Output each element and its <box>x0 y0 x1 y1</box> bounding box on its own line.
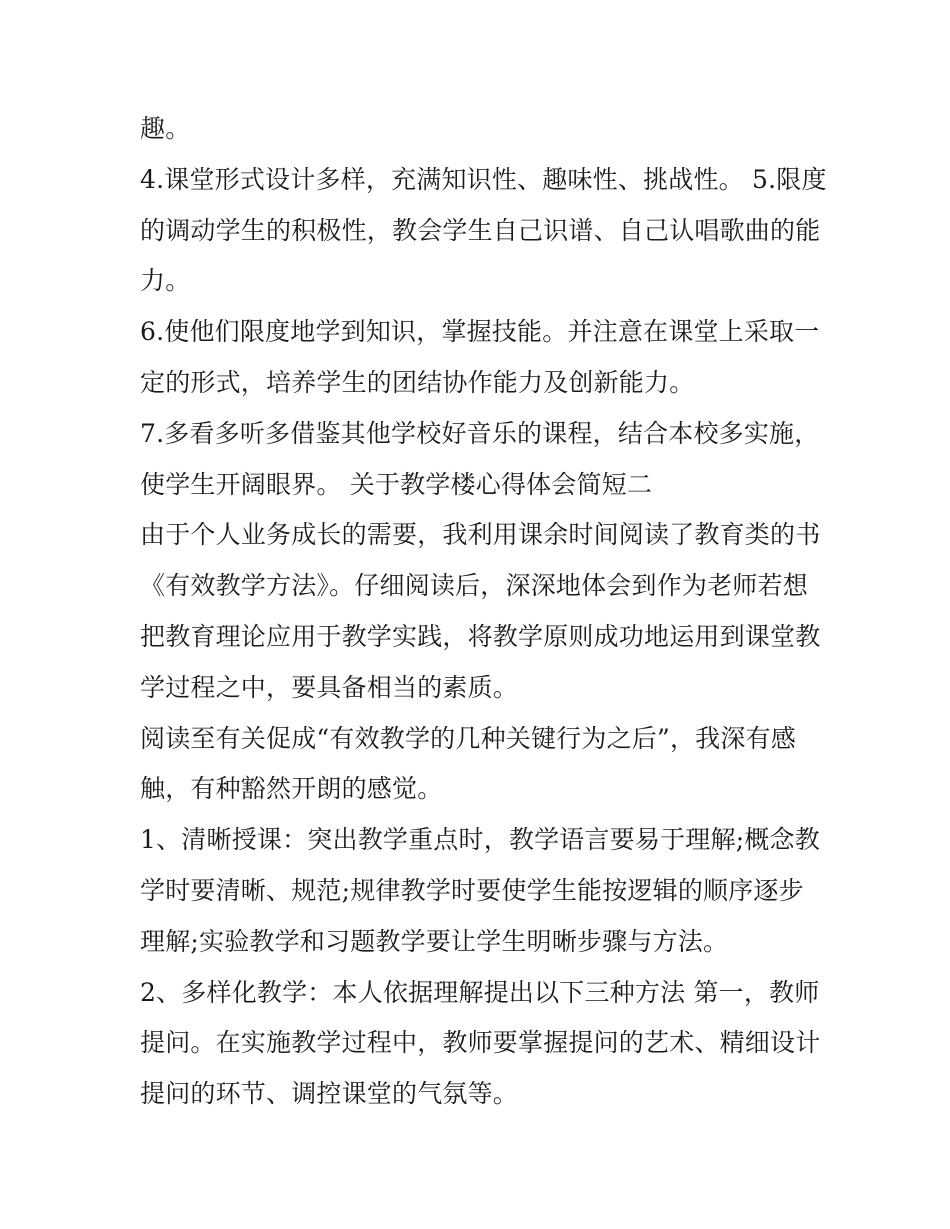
text-line: 定的形式，培养学生的团结协作能力及创新能力。 <box>140 367 695 397</box>
text-line: 由于个人业务成长的需要，我利用课余时间阅读了教育类的书 <box>140 520 821 550</box>
text-line: 学过程之中，要具备相当的素质。 <box>140 672 519 702</box>
text-line: 把教育理论应用于教学实践，将教学原则成功地运用到课堂教 <box>140 621 821 651</box>
text-line: 使学生开阔眼界。 关于教学楼心得体会简短二 <box>140 469 653 499</box>
text-line: 4.课堂形式设计多样，充满知识性、趣味性、挑战性。 5.限度 <box>140 164 827 194</box>
text-line: 触，有种豁然开朗的感觉。 <box>140 774 443 804</box>
text-line: 理解;实验教学和习题教学要让学生明晰步骤与方法。 <box>140 926 729 956</box>
text-line: 6.使他们限度地学到知识，掌握技能。并注意在课堂上采取一 <box>140 317 820 347</box>
document-body <box>140 104 827 1120</box>
text-line: 的调动学生的积极性，教会学生自己识谱、自己认唱歌曲的能 <box>140 215 821 245</box>
text-line: 学时要清晰、规范;规律教学时要使学生能按逻辑的顺序逐步 <box>140 875 804 905</box>
text-line: 提问。在实施教学过程中，教师要掌握提问的艺术、精细设计 <box>140 1028 821 1058</box>
text-line: 力。 <box>140 266 191 296</box>
text-line: 阅读至有关促成“有效教学的几种关键行为之后”，我深有感 <box>140 723 796 753</box>
text-line: 《有效教学方法》。仔细阅读后，深深地体会到作为老师若想 <box>140 571 808 601</box>
text-line: 2、多样化教学：本人依据理解提出以下三种方法 第一，教师 <box>140 977 820 1007</box>
text-line: 趣。 <box>140 114 191 143</box>
text-line: 提问的环节、调控课堂的气氛等。 <box>140 1079 519 1109</box>
text-line: 1、清晰授课：突出教学重点时，教学语言要易于理解;概念教 <box>140 825 820 855</box>
text-line: 7.多看多听多借鉴其他学校好音乐的课程，结合本校多实施， <box>140 418 820 448</box>
